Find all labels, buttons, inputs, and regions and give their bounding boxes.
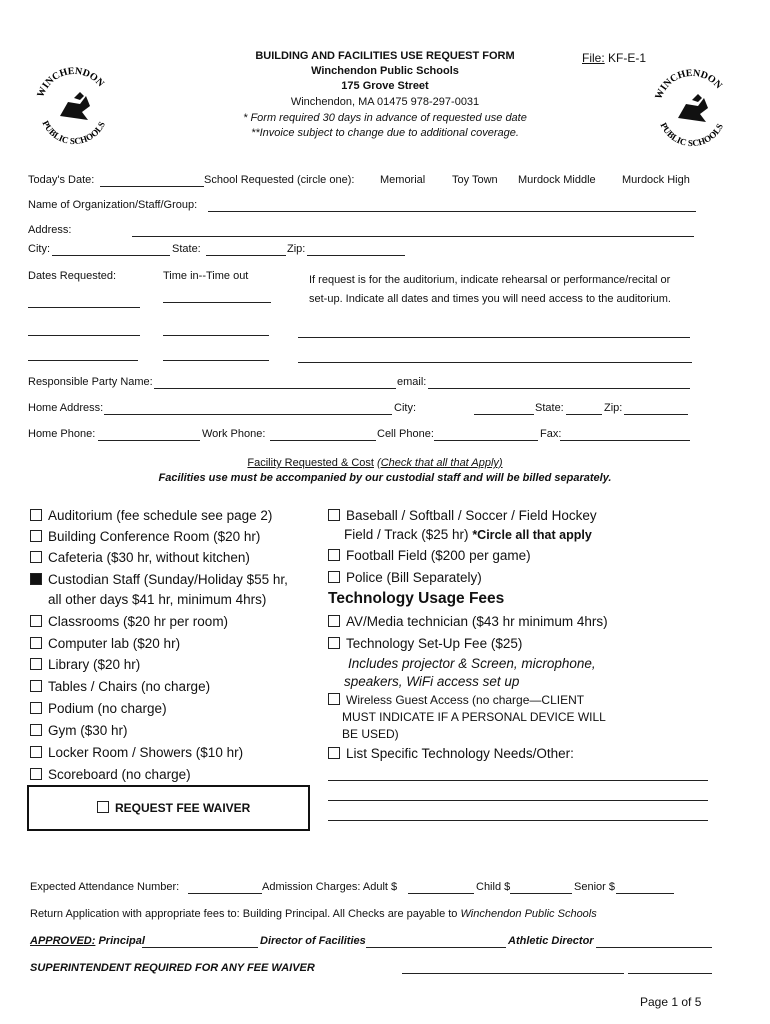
athletic-director-label: Athletic Director <box>508 935 594 947</box>
home-city-label: City: <box>394 402 416 414</box>
home-address-field[interactable] <box>104 414 392 415</box>
custodian-continued: all other days $41 hr, minimum 4hrs) <box>48 592 267 607</box>
checkbox[interactable] <box>328 509 340 521</box>
admission-child-label: Child $ <box>476 881 511 893</box>
tech-heading: Technology Usage Fees <box>328 590 505 607</box>
checkbox[interactable] <box>30 746 42 758</box>
facility-option[interactable] <box>30 614 228 629</box>
director-facilities-label: Director of Facilities <box>260 935 366 947</box>
time-field-3[interactable] <box>163 360 269 361</box>
checkbox[interactable] <box>30 509 42 521</box>
svg-text:WINCHENDON: WINCHENDON <box>35 65 106 100</box>
zip-label: Zip: <box>287 243 306 255</box>
facility-option-label: Building Conference Room ($20 hr) <box>48 529 261 544</box>
org-name: Winchendon Public Schools <box>311 65 459 77</box>
checkbox[interactable] <box>30 702 42 714</box>
date-field-1[interactable] <box>28 307 140 308</box>
facility-option-label: Gym ($30 hr) <box>48 723 128 738</box>
state-field[interactable] <box>206 255 286 256</box>
tech-setup-option[interactable]: Technology Set-Up Fee ($25) <box>328 636 522 651</box>
checkbox[interactable] <box>30 530 42 542</box>
date-field-3[interactable] <box>28 360 138 361</box>
sports-fields-cont: Field / Track ($25 hr) *Circle all that apply <box>344 527 592 542</box>
facility-option-label: Cafeteria ($30 hr, without kitchen) <box>48 550 250 565</box>
wifi-option[interactable]: Wireless Guest Access (no charge—CLIENT <box>328 693 584 707</box>
school-option-murdock-high[interactable]: Murdock High <box>622 174 690 186</box>
approved-principal-label: APPROVED: Principal <box>30 935 145 947</box>
facility-option[interactable] <box>30 572 288 587</box>
facility-option[interactable] <box>30 701 167 716</box>
football-field-option[interactable]: Football Field ($200 per game) <box>328 548 531 563</box>
home-state-label: State: <box>535 402 564 414</box>
file-reference: File: KF-E-1 <box>582 51 647 65</box>
attendance-field[interactable] <box>188 893 262 894</box>
checkbox[interactable] <box>328 693 340 705</box>
principal-signature-field[interactable] <box>142 947 258 948</box>
time-in-out-label: Time in--Time out <box>163 270 249 282</box>
facility-heading: Facility Requested & Cost (Check that all that Apply) <box>247 457 503 469</box>
facility-option[interactable] <box>30 550 250 565</box>
fax-label: Fax: <box>540 428 562 440</box>
home-zip-label: Zip: <box>604 402 623 414</box>
state-label: State: <box>172 243 201 255</box>
facility-option-label: Locker Room / Showers ($10 hr) <box>48 745 244 760</box>
responsible-party-label: Responsible Party Name: <box>28 376 153 388</box>
auditorium-field-2[interactable] <box>298 362 692 363</box>
tech-includes-1: Includes projector & Screen, microphone, <box>348 656 596 671</box>
school-seal-left <box>28 60 120 152</box>
address-label: Address: <box>28 224 72 236</box>
auditorium-field-1[interactable] <box>298 337 690 338</box>
work-phone-field[interactable] <box>270 440 376 441</box>
home-zip-field[interactable] <box>624 414 688 415</box>
tech-other-field-3[interactable] <box>328 820 708 821</box>
tech-other-field-1[interactable] <box>328 780 708 781</box>
fax-field[interactable] <box>560 440 690 441</box>
cell-phone-label: Cell Phone: <box>377 428 434 440</box>
home-phone-field[interactable] <box>98 440 200 441</box>
checkbox[interactable] <box>328 637 340 649</box>
auditorium-note-line2: set-up. Indicate all dates and times you will need access to the auditorium. <box>309 293 671 305</box>
svg-text:PUBLIC SCHOOLS: PUBLIC SCHOOLS <box>658 121 726 149</box>
org-name-field[interactable] <box>208 211 696 212</box>
note-advance: * Form required 30 days in advance of requested use date <box>243 112 527 124</box>
checkbox[interactable] <box>328 615 340 627</box>
checkbox[interactable] <box>328 549 340 561</box>
facility-option-label: Scoreboard (no charge) <box>48 767 191 782</box>
checkbox[interactable] <box>328 747 340 759</box>
facility-option-label: Tables / Chairs (no charge) <box>48 679 211 694</box>
facility-option[interactable] <box>30 767 191 782</box>
checkbox[interactable] <box>30 615 42 627</box>
superintendent-note: SUPERINTENDENT REQUIRED FOR ANY FEE WAIVER <box>30 962 315 974</box>
checkbox[interactable] <box>30 637 42 649</box>
checkbox[interactable] <box>30 658 42 670</box>
tech-other-option[interactable]: List Specific Technology Needs/Other: <box>328 746 574 761</box>
facility-option-label: Classrooms ($20 hr per room) <box>48 614 229 629</box>
city-field[interactable] <box>52 255 170 256</box>
svg-text:WINCHENDON: WINCHENDON <box>653 67 724 102</box>
facility-option[interactable] <box>30 508 272 523</box>
tech-other-field-2[interactable] <box>328 800 708 801</box>
school-requested-label: School Requested (circle one): <box>204 174 355 186</box>
facility-option[interactable] <box>30 657 140 672</box>
cell-phone-field[interactable] <box>434 440 538 441</box>
admission-senior-field[interactable] <box>616 893 674 894</box>
email-label: email: <box>397 376 427 388</box>
form-title: BUILDING AND FACILITIES USE REQUEST FORM <box>255 50 515 62</box>
fee-waiver-option[interactable]: REQUEST FEE WAIVER <box>97 801 250 815</box>
return-note: Return Application with appropriate fees to: Building Principal. All Checks are payable to Winchendon Public Schools <box>30 908 597 920</box>
auditorium-note-line1: If request is for the auditorium, indicate rehearsal or performance/recital or <box>309 274 671 286</box>
sports-fields-option[interactable]: Baseball / Softball / Soccer / Field Hockey <box>328 508 597 523</box>
home-phone-label: Home Phone: <box>28 428 96 440</box>
city-label: City: <box>28 243 50 255</box>
admission-child-field[interactable] <box>510 893 572 894</box>
note-invoice: **Invoice subject to change due to additional coverage. <box>251 127 519 139</box>
director-signature-field[interactable] <box>366 947 506 948</box>
checkbox[interactable] <box>328 571 340 583</box>
school-option-toy-town[interactable]: Toy Town <box>452 174 498 186</box>
responsible-party-field[interactable] <box>154 388 396 389</box>
admission-adult-label: Admission Charges: Adult $ <box>262 881 398 893</box>
checkbox[interactable] <box>30 573 42 585</box>
time-field-1[interactable] <box>163 302 271 303</box>
email-field[interactable] <box>428 388 690 389</box>
facility-option-label: Computer lab ($20 hr) <box>48 636 181 651</box>
checkbox[interactable] <box>30 551 42 563</box>
wifi-cont-1: MUST INDICATE IF A PERSONAL DEVICE WILL <box>342 710 606 724</box>
work-phone-label: Work Phone: <box>202 428 266 440</box>
tech-includes-2: speakers, WiFi access set up <box>344 674 520 689</box>
athletic-director-signature-field[interactable] <box>596 947 712 948</box>
fee-waiver-box[interactable] <box>27 785 310 831</box>
facility-option-label: Auditorium (fee schedule see page 2) <box>48 508 273 523</box>
facility-option-label: Custodian Staff (Sunday/Holiday $55 hr, <box>48 572 288 587</box>
av-tech-option[interactable]: AV/Media technician ($43 hr minimum 4hrs) <box>328 614 608 629</box>
facility-option[interactable] <box>30 745 243 760</box>
admission-senior-label: Senior $ <box>574 881 615 893</box>
facility-option[interactable] <box>30 679 210 694</box>
school-seal-right <box>646 62 738 154</box>
time-field-2[interactable] <box>163 335 269 336</box>
school-option-murdock-middle[interactable]: Murdock Middle <box>518 174 596 186</box>
checkbox[interactable] <box>30 768 42 780</box>
todays-date-label: Today's Date: <box>28 174 95 186</box>
home-address-label: Home Address: <box>28 402 104 414</box>
org-name-label: Name of Organization/Staff/Group: <box>28 199 198 211</box>
address-field[interactable] <box>132 236 694 237</box>
police-option[interactable]: Police (Bill Separately) <box>328 570 482 585</box>
checkbox[interactable] <box>97 801 109 813</box>
todays-date-field[interactable] <box>100 186 204 187</box>
wifi-cont-2: BE USED) <box>342 727 399 741</box>
superintendent-date-field[interactable] <box>628 973 712 974</box>
facility-option[interactable] <box>30 636 180 651</box>
svg-text:PUBLIC SCHOOLS: PUBLIC SCHOOLS <box>40 119 108 147</box>
facility-option[interactable] <box>30 723 128 738</box>
checkbox[interactable] <box>30 724 42 736</box>
date-field-2[interactable] <box>28 335 140 336</box>
checkbox[interactable] <box>30 680 42 692</box>
home-state-field[interactable] <box>566 414 602 415</box>
page-number: Page 1 of 5 <box>640 995 702 1009</box>
dates-requested-label: Dates Requested: <box>28 270 117 282</box>
facility-subheading: Facilities use must be accompanied by our custodial staff and will be billed separately. <box>158 472 612 484</box>
street-address: 175 Grove Street <box>341 80 429 92</box>
home-city-field[interactable] <box>474 414 534 415</box>
school-option-memorial[interactable]: Memorial <box>380 174 426 186</box>
facility-option[interactable] <box>30 529 260 544</box>
admission-adult-field[interactable] <box>408 893 474 894</box>
facility-option-label: Podium (no charge) <box>48 701 167 716</box>
city-phone: Winchendon, MA 01475 978-297-0031 <box>290 96 480 108</box>
zip-field[interactable] <box>307 255 405 256</box>
superintendent-signature-field[interactable] <box>402 973 624 974</box>
attendance-label: Expected Attendance Number: <box>30 881 180 893</box>
facility-option-label: Library ($20 hr) <box>48 657 141 672</box>
